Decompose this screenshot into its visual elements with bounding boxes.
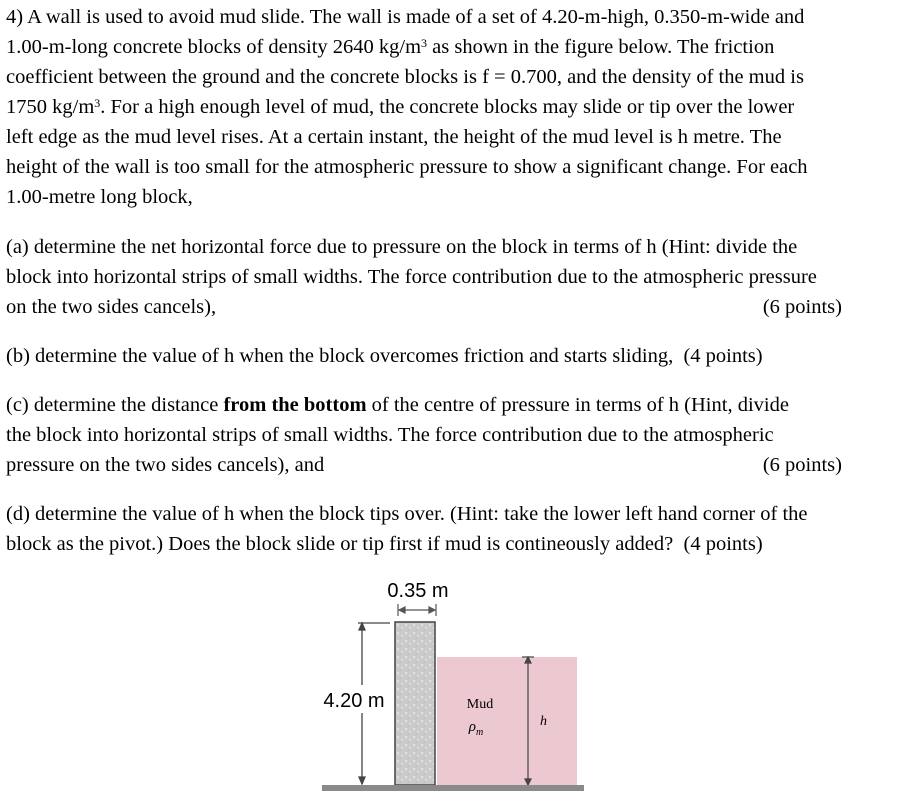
part-b-points: (4 points) — [683, 345, 763, 367]
width-label: 0.35 m — [387, 580, 449, 602]
ground — [322, 785, 584, 791]
intro-line-5: left edge as the mud level rises. At a certain instant, the height of the mud level is h metre. The — [6, 126, 782, 148]
concrete-block — [395, 622, 435, 785]
part-a: (a) determine the net horizontal force due to pressure on the block in terms of h (Hint: divide the block into horizontal strips of small widths. The force contribution due to the atmospheric pressure on the two sides cancels), (6 points) — [6, 232, 892, 322]
part-b: (b) determine the value of h when the block overcomes friction and starts sliding, (4 points) — [6, 341, 892, 371]
intro-line-7: 1.00-metre long block, — [6, 186, 193, 208]
part-d: (d) determine the value of h when the block tips over. (Hint: take the lower left hand corner of the block as the pivot.) Does the block slide or tip first if mud is contineously added? (4 points) — [6, 499, 892, 559]
wall-mud-figure — [300, 575, 600, 802]
problem-number: 4) — [6, 6, 24, 28]
mud-region — [437, 657, 577, 785]
mud-height-label: h — [540, 714, 547, 729]
width-dimension-arrow — [398, 604, 436, 616]
intro-line-1: 4) A wall is used to avoid mud slide. The wall is made of a set of 4.20-m-high, 0.350-m-wide and — [6, 6, 805, 28]
part-c: (c) determine the distance from the bottom of the centre of pressure in terms of h (Hint, divide the block into horizontal strips of small widths. The force contribution due to the atmospheric pressure on the two sides cancels), and (6 points) — [6, 390, 892, 480]
part-a-points: (6 points) — [762, 296, 842, 318]
part-d-points: (4 points) — [683, 533, 763, 555]
problem-intro — [6, 2, 892, 212]
mud-density-label: $\rho_m$ — [468, 719, 484, 738]
intro-line-2: 1.00-m-long concrete blocks of density 2640 $kg/m^3$ as shown in the figure below. The friction — [6, 36, 775, 58]
intro-line-4: 1750 $kg/m^3$. For a high enough level of mud, the concrete blocks may slide or tip over the lower — [6, 96, 795, 118]
intro-line-3: coefficient between the ground and the concrete blocks is f = 0.700, and the density of the mud is — [6, 66, 804, 88]
mud-label: Mud — [466, 697, 494, 712]
part-c-points: (6 points) — [762, 454, 842, 476]
height-label: 4.20 m — [323, 690, 385, 712]
intro-line-6: height of the wall is too small for the atmospheric pressure to show a significant change. For each — [6, 156, 808, 178]
